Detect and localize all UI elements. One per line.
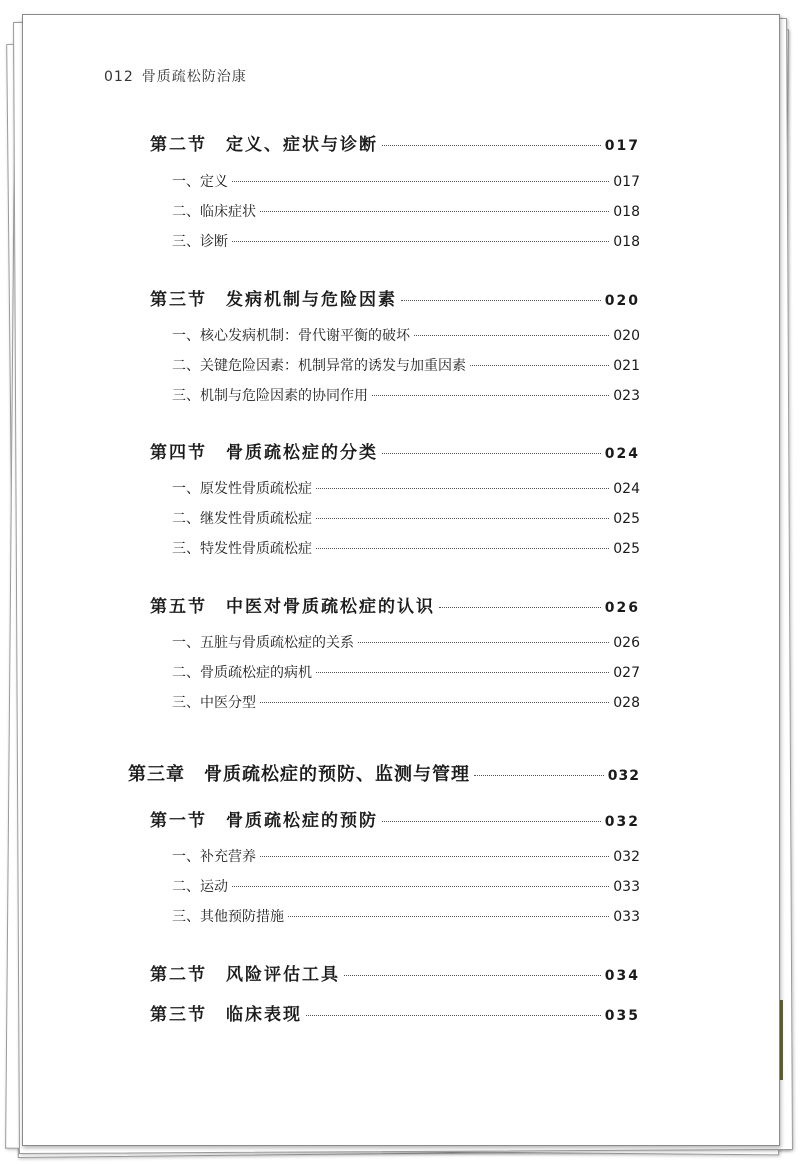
toc-item <box>172 171 640 191</box>
toc-entry-label: 第三章 骨质疏松症的预防、监测与管理 <box>128 764 470 785</box>
dot-leader <box>316 518 609 519</box>
toc-entry-page: 018 <box>613 204 640 220</box>
toc-entry-page: 033 <box>613 879 640 895</box>
toc-entry-page: 024 <box>613 481 640 497</box>
dot-leader <box>382 821 601 822</box>
toc-item <box>172 906 640 926</box>
header-book-title: 骨质疏松防治康 <box>141 69 247 85</box>
toc-item <box>172 325 640 345</box>
toc-entry-page: 032 <box>613 849 640 865</box>
toc-section <box>150 960 640 985</box>
toc-entry-label: 第五节 中医对骨质疏松症的认识 <box>150 597 435 617</box>
dot-leader <box>372 395 609 396</box>
toc-item <box>172 355 640 375</box>
running-header <box>104 66 247 86</box>
toc-item <box>172 231 640 251</box>
toc-item <box>172 876 640 896</box>
toc-entry-label: 第一节 骨质疏松症的预防 <box>150 811 378 831</box>
toc-entry-label: 三、诊断 <box>172 234 228 250</box>
toc-item <box>172 201 640 221</box>
toc-entry-label: 一、原发性骨质疏松症 <box>172 481 312 497</box>
dot-leader <box>260 211 609 212</box>
dot-leader <box>401 300 601 301</box>
toc-entry-label: 一、核心发病机制：骨代谢平衡的破坏 <box>172 328 410 344</box>
dot-leader <box>439 607 601 608</box>
toc-section <box>150 1000 640 1025</box>
toc-entry-page: 020 <box>613 328 640 344</box>
toc-item <box>172 846 640 866</box>
dot-leader <box>260 702 609 703</box>
dot-leader <box>316 548 609 549</box>
dot-leader <box>232 886 609 887</box>
toc-entry-label: 第三节 发病机制与危险因素 <box>150 290 397 310</box>
toc-entry-label: 第三节 临床表现 <box>150 1005 302 1025</box>
toc-entry-label: 二、骨质疏松症的病机 <box>172 665 312 681</box>
dot-leader <box>474 775 604 776</box>
dot-leader <box>260 856 609 857</box>
toc-item <box>172 508 640 528</box>
toc-entry-page: 025 <box>613 511 640 527</box>
toc-item <box>172 385 640 405</box>
toc-entry-label: 三、中医分型 <box>172 695 256 711</box>
dot-leader <box>232 241 609 242</box>
toc-entry-page: 028 <box>613 695 640 711</box>
toc-entry-label: 一、补充营养 <box>172 849 256 865</box>
toc-item <box>172 692 640 712</box>
dot-leader <box>344 975 601 976</box>
dot-leader <box>288 916 609 917</box>
toc-entry-page: 034 <box>604 968 640 984</box>
toc-entry-page: 032 <box>607 768 640 784</box>
dot-leader <box>382 145 601 146</box>
toc-entry-page: 035 <box>604 1008 640 1024</box>
toc-chapter <box>128 760 640 786</box>
toc-entry-page: 024 <box>604 446 640 462</box>
toc-entry-label: 一、定义 <box>172 174 228 190</box>
toc-entry-label: 三、机制与危险因素的协同作用 <box>172 388 368 404</box>
dot-leader <box>316 488 609 489</box>
toc-entry-label: 三、特发性骨质疏松症 <box>172 541 312 557</box>
toc-section <box>150 438 640 463</box>
toc-item <box>172 662 640 682</box>
toc-entry-page: 027 <box>613 665 640 681</box>
toc-entry-page: 032 <box>604 814 640 830</box>
toc-section <box>150 592 640 617</box>
toc-section <box>150 806 640 831</box>
toc-entry-page: 017 <box>604 138 640 154</box>
toc-entry-label: 二、继发性骨质疏松症 <box>172 511 312 527</box>
toc-entry-label: 二、关键危险因素：机制异常的诱发与加重因素 <box>172 358 466 374</box>
dot-leader <box>382 453 601 454</box>
toc-item <box>172 538 640 558</box>
toc-item <box>172 478 640 498</box>
toc-item <box>172 632 640 652</box>
toc-section <box>150 130 640 155</box>
toc-entry-page: 018 <box>613 234 640 250</box>
toc-entry-page: 033 <box>613 909 640 925</box>
toc-entry-page: 023 <box>613 388 640 404</box>
toc-entry-page: 017 <box>613 174 640 190</box>
toc-entry-label: 第二节 风险评估工具 <box>150 965 340 985</box>
toc-entry-page: 020 <box>604 293 640 309</box>
toc-entry-page: 026 <box>604 600 640 616</box>
toc-entry-label: 第二节 定义、症状与诊断 <box>150 135 378 155</box>
toc-entry-page: 021 <box>613 358 640 374</box>
toc-entry-label: 二、临床症状 <box>172 204 256 220</box>
dot-leader <box>414 335 609 336</box>
toc-entry-page: 025 <box>613 541 640 557</box>
dot-leader <box>358 642 609 643</box>
dot-leader <box>306 1015 601 1016</box>
toc-entry-label: 第四节 骨质疏松症的分类 <box>150 443 378 463</box>
dot-leader <box>232 181 609 182</box>
dot-leader <box>470 365 609 366</box>
dot-leader <box>316 672 609 673</box>
toc-entry-page: 026 <box>613 635 640 651</box>
toc-entry-label: 一、五脏与骨质疏松症的关系 <box>172 635 354 651</box>
toc-entry-label: 三、其他预防措施 <box>172 909 284 925</box>
toc-entry-label: 二、运动 <box>172 879 228 895</box>
header-page-number: 012 <box>104 69 134 85</box>
toc-section <box>150 285 640 310</box>
